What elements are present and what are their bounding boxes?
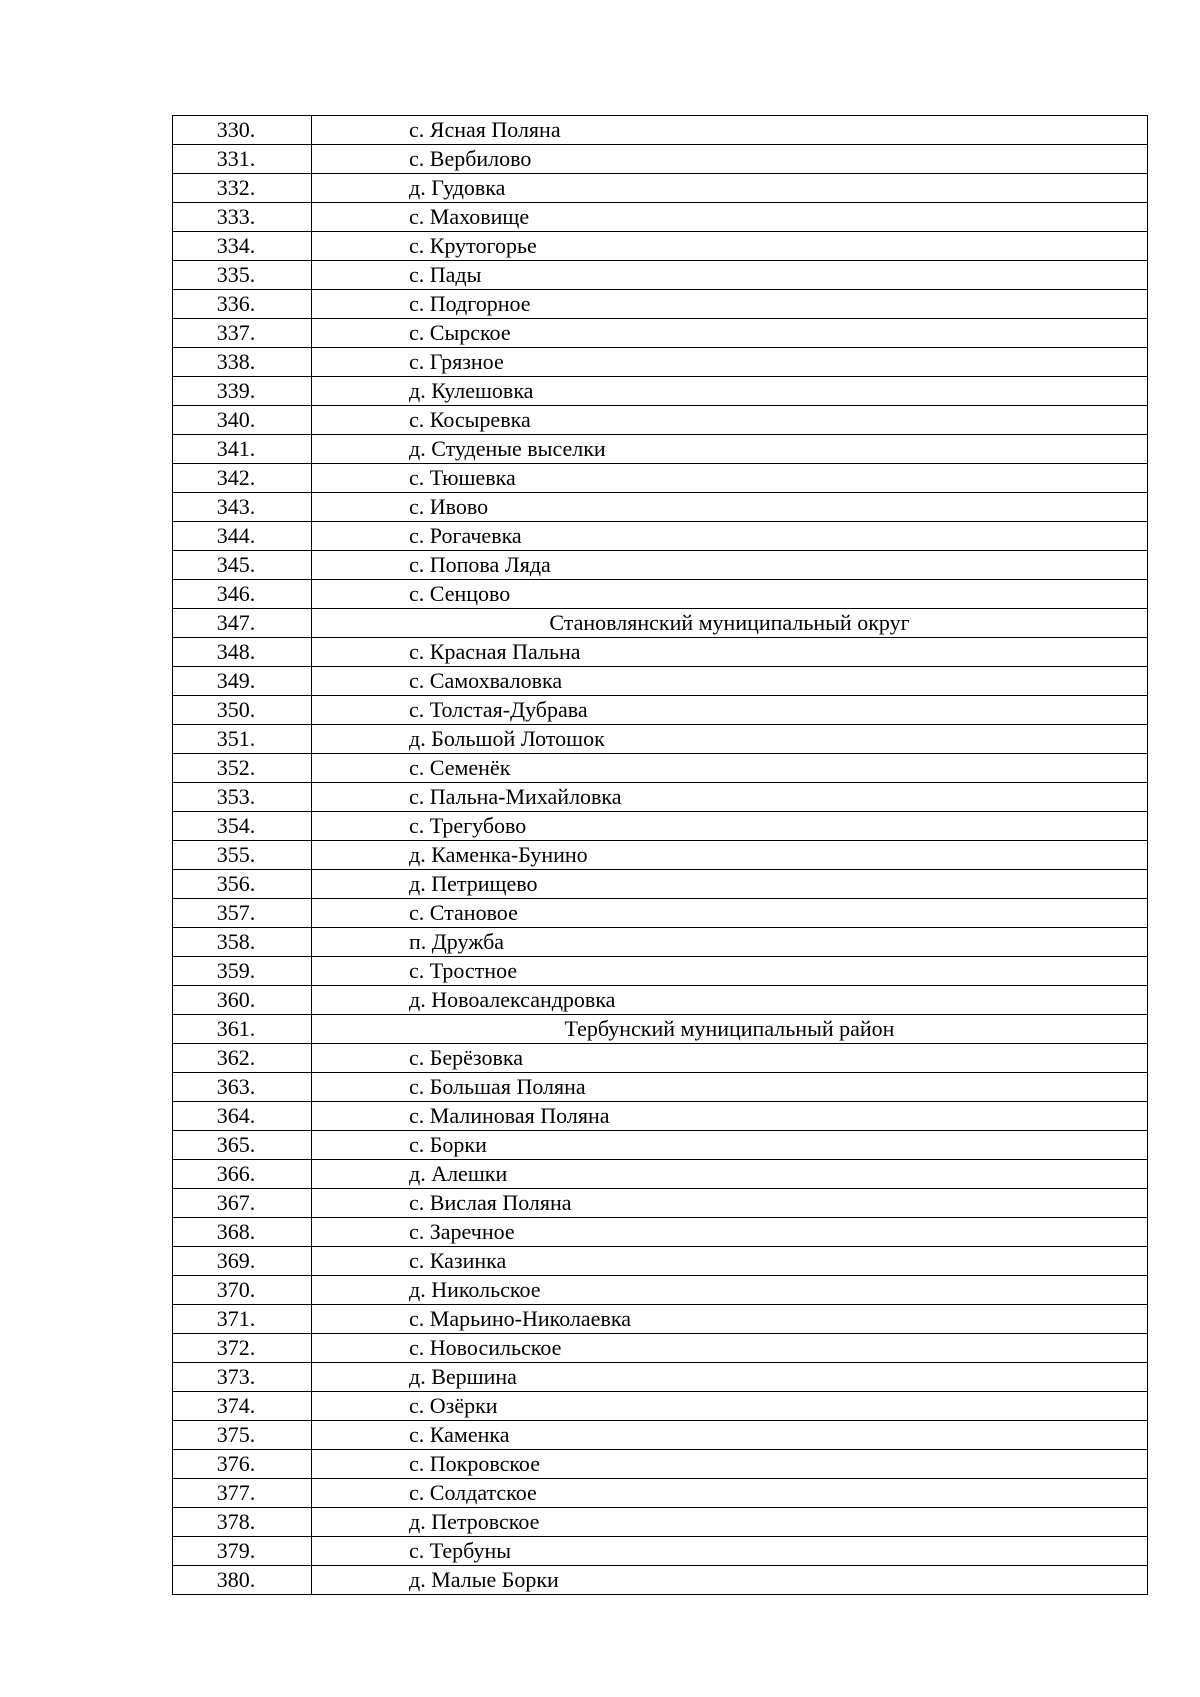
row-number: 351. bbox=[173, 725, 312, 754]
settlement-name: с. Ивово bbox=[312, 493, 1148, 522]
table-row bbox=[173, 406, 1148, 435]
settlement-name: д. Гудовка bbox=[312, 174, 1148, 203]
row-number: 375. bbox=[173, 1421, 312, 1450]
table-row bbox=[173, 1392, 1148, 1421]
table-row bbox=[173, 203, 1148, 232]
settlement-name: с. Сенцово bbox=[312, 580, 1148, 609]
row-number: 347. bbox=[173, 609, 312, 638]
row-number: 343. bbox=[173, 493, 312, 522]
settlement-name: с. Вислая Поляна bbox=[312, 1189, 1148, 1218]
row-number: 333. bbox=[173, 203, 312, 232]
table-row bbox=[173, 174, 1148, 203]
table-row bbox=[173, 870, 1148, 899]
settlement-name: с. Пальна-Михайловка bbox=[312, 783, 1148, 812]
row-number: 368. bbox=[173, 1218, 312, 1247]
district-name bbox=[312, 1015, 1148, 1044]
settlement-name: с. Большая Поляна bbox=[312, 1073, 1148, 1102]
settlement-name: д. Петрищево bbox=[312, 870, 1148, 899]
table-row bbox=[173, 1334, 1148, 1363]
table-row bbox=[173, 928, 1148, 957]
settlement-name: с. Сырское bbox=[312, 319, 1148, 348]
table-row bbox=[173, 261, 1148, 290]
settlement-name: с. Тростное bbox=[312, 957, 1148, 986]
table-row bbox=[173, 1479, 1148, 1508]
settlement-name: д. Кулешовка bbox=[312, 377, 1148, 406]
row-number: 360. bbox=[173, 986, 312, 1015]
table-row bbox=[173, 290, 1148, 319]
row-number: 334. bbox=[173, 232, 312, 261]
table-row bbox=[173, 1131, 1148, 1160]
row-number: 355. bbox=[173, 841, 312, 870]
table-row bbox=[173, 638, 1148, 667]
settlement-name: с. Вербилово bbox=[312, 145, 1148, 174]
settlement-name: д. Малые Борки bbox=[312, 1566, 1148, 1595]
row-number: 337. bbox=[173, 319, 312, 348]
settlement-name: с. Самохваловка bbox=[312, 667, 1148, 696]
settlement-name: с. Тюшевка bbox=[312, 464, 1148, 493]
district-name bbox=[312, 609, 1148, 638]
table-row bbox=[173, 1276, 1148, 1305]
settlement-name: д. Никольское bbox=[312, 1276, 1148, 1305]
table-row bbox=[173, 725, 1148, 754]
table-row bbox=[173, 696, 1148, 725]
district-name-label: Становлянский муниципальный округ bbox=[549, 610, 910, 635]
table-row bbox=[173, 551, 1148, 580]
row-number: 345. bbox=[173, 551, 312, 580]
row-number: 377. bbox=[173, 1479, 312, 1508]
row-number: 348. bbox=[173, 638, 312, 667]
row-number: 366. bbox=[173, 1160, 312, 1189]
table-row bbox=[173, 1566, 1148, 1595]
row-number: 335. bbox=[173, 261, 312, 290]
settlement-name: д. Петровское bbox=[312, 1508, 1148, 1537]
row-number: 363. bbox=[173, 1073, 312, 1102]
table-row bbox=[173, 783, 1148, 812]
settlement-name: с. Покровское bbox=[312, 1450, 1148, 1479]
row-number: 358. bbox=[173, 928, 312, 957]
table-row bbox=[173, 1160, 1148, 1189]
table-row bbox=[173, 1508, 1148, 1537]
settlement-name: с. Ясная Поляна bbox=[312, 116, 1148, 145]
table-row bbox=[173, 1450, 1148, 1479]
row-number: 352. bbox=[173, 754, 312, 783]
settlement-name: д. Новоалександровка bbox=[312, 986, 1148, 1015]
row-number: 342. bbox=[173, 464, 312, 493]
settlement-name: с. Борки bbox=[312, 1131, 1148, 1160]
table-row bbox=[173, 841, 1148, 870]
table-row bbox=[173, 899, 1148, 928]
settlement-name: с. Грязное bbox=[312, 348, 1148, 377]
settlement-name: с. Толстая-Дубрава bbox=[312, 696, 1148, 725]
table-row bbox=[173, 377, 1148, 406]
settlement-name: с. Новосильское bbox=[312, 1334, 1148, 1363]
table-row bbox=[173, 812, 1148, 841]
settlement-name: с. Казинка bbox=[312, 1247, 1148, 1276]
row-number: 367. bbox=[173, 1189, 312, 1218]
settlement-name: д. Большой Лотошок bbox=[312, 725, 1148, 754]
table-row bbox=[173, 232, 1148, 261]
district-header-row bbox=[173, 609, 1148, 638]
settlement-name: с. Крутогорье bbox=[312, 232, 1148, 261]
settlement-name: с. Рогачевка bbox=[312, 522, 1148, 551]
table-row bbox=[173, 1189, 1148, 1218]
row-number: 369. bbox=[173, 1247, 312, 1276]
table-row bbox=[173, 1218, 1148, 1247]
row-number: 361. bbox=[173, 1015, 312, 1044]
row-number: 338. bbox=[173, 348, 312, 377]
row-number: 331. bbox=[173, 145, 312, 174]
row-number: 339. bbox=[173, 377, 312, 406]
settlement-name: п. Дружба bbox=[312, 928, 1148, 957]
row-number: 364. bbox=[173, 1102, 312, 1131]
row-number: 349. bbox=[173, 667, 312, 696]
settlement-name: д. Студеные выселки bbox=[312, 435, 1148, 464]
row-number: 344. bbox=[173, 522, 312, 551]
settlement-name: с. Подгорное bbox=[312, 290, 1148, 319]
settlement-name: с. Озёрки bbox=[312, 1392, 1148, 1421]
table-row bbox=[173, 319, 1148, 348]
row-number: 346. bbox=[173, 580, 312, 609]
row-number: 379. bbox=[173, 1537, 312, 1566]
settlement-name: с. Попова Ляда bbox=[312, 551, 1148, 580]
district-name-label: Тербунский муниципальный район bbox=[564, 1016, 895, 1041]
row-number: 357. bbox=[173, 899, 312, 928]
settlement-name: с. Становое bbox=[312, 899, 1148, 928]
settlement-name: д. Каменка-Бунино bbox=[312, 841, 1148, 870]
settlement-name: с. Красная Пальна bbox=[312, 638, 1148, 667]
table-row bbox=[173, 1421, 1148, 1450]
district-header-row bbox=[173, 1015, 1148, 1044]
table-row bbox=[173, 580, 1148, 609]
row-number: 378. bbox=[173, 1508, 312, 1537]
table-row bbox=[173, 116, 1148, 145]
row-number: 356. bbox=[173, 870, 312, 899]
settlement-name: с. Заречное bbox=[312, 1218, 1148, 1247]
table-row bbox=[173, 1537, 1148, 1566]
settlement-name: с. Тербуны bbox=[312, 1537, 1148, 1566]
table-row bbox=[173, 986, 1148, 1015]
table-row bbox=[173, 464, 1148, 493]
settlements-table bbox=[172, 115, 1148, 1595]
row-number: 370. bbox=[173, 1276, 312, 1305]
table-row bbox=[173, 522, 1148, 551]
row-number: 336. bbox=[173, 290, 312, 319]
row-number: 332. bbox=[173, 174, 312, 203]
row-number: 376. bbox=[173, 1450, 312, 1479]
settlement-name: с. Семенёк bbox=[312, 754, 1148, 783]
settlement-name: д. Вершина bbox=[312, 1363, 1148, 1392]
row-number: 359. bbox=[173, 957, 312, 986]
table-row bbox=[173, 1102, 1148, 1131]
settlement-name: с. Солдатское bbox=[312, 1479, 1148, 1508]
table-row bbox=[173, 1305, 1148, 1334]
row-number: 353. bbox=[173, 783, 312, 812]
row-number: 350. bbox=[173, 696, 312, 725]
table-row bbox=[173, 145, 1148, 174]
table-row bbox=[173, 957, 1148, 986]
settlement-name: с. Трегубово bbox=[312, 812, 1148, 841]
row-number: 373. bbox=[173, 1363, 312, 1392]
table-row bbox=[173, 435, 1148, 464]
row-number: 354. bbox=[173, 812, 312, 841]
table-row bbox=[173, 1363, 1148, 1392]
row-number: 372. bbox=[173, 1334, 312, 1363]
settlement-name: с. Маховище bbox=[312, 203, 1148, 232]
row-number: 380. bbox=[173, 1566, 312, 1595]
table-row bbox=[173, 667, 1148, 696]
row-number: 362. bbox=[173, 1044, 312, 1073]
settlement-name: с. Каменка bbox=[312, 1421, 1148, 1450]
table-row bbox=[173, 1073, 1148, 1102]
settlement-name: с. Малиновая Поляна bbox=[312, 1102, 1148, 1131]
table-row bbox=[173, 493, 1148, 522]
settlement-name: с. Марьино-Николаевка bbox=[312, 1305, 1148, 1334]
table-row bbox=[173, 754, 1148, 783]
row-number: 341. bbox=[173, 435, 312, 464]
settlement-name: с. Берёзовка bbox=[312, 1044, 1148, 1073]
row-number: 365. bbox=[173, 1131, 312, 1160]
table-row bbox=[173, 1247, 1148, 1276]
settlement-name: д. Алешки bbox=[312, 1160, 1148, 1189]
row-number: 371. bbox=[173, 1305, 312, 1334]
settlements-table-body bbox=[173, 116, 1148, 1595]
table-row bbox=[173, 348, 1148, 377]
row-number: 340. bbox=[173, 406, 312, 435]
row-number: 374. bbox=[173, 1392, 312, 1421]
row-number: 330. bbox=[173, 116, 312, 145]
table-row bbox=[173, 1044, 1148, 1073]
settlement-name: с. Косыревка bbox=[312, 406, 1148, 435]
settlement-name: с. Пады bbox=[312, 261, 1148, 290]
